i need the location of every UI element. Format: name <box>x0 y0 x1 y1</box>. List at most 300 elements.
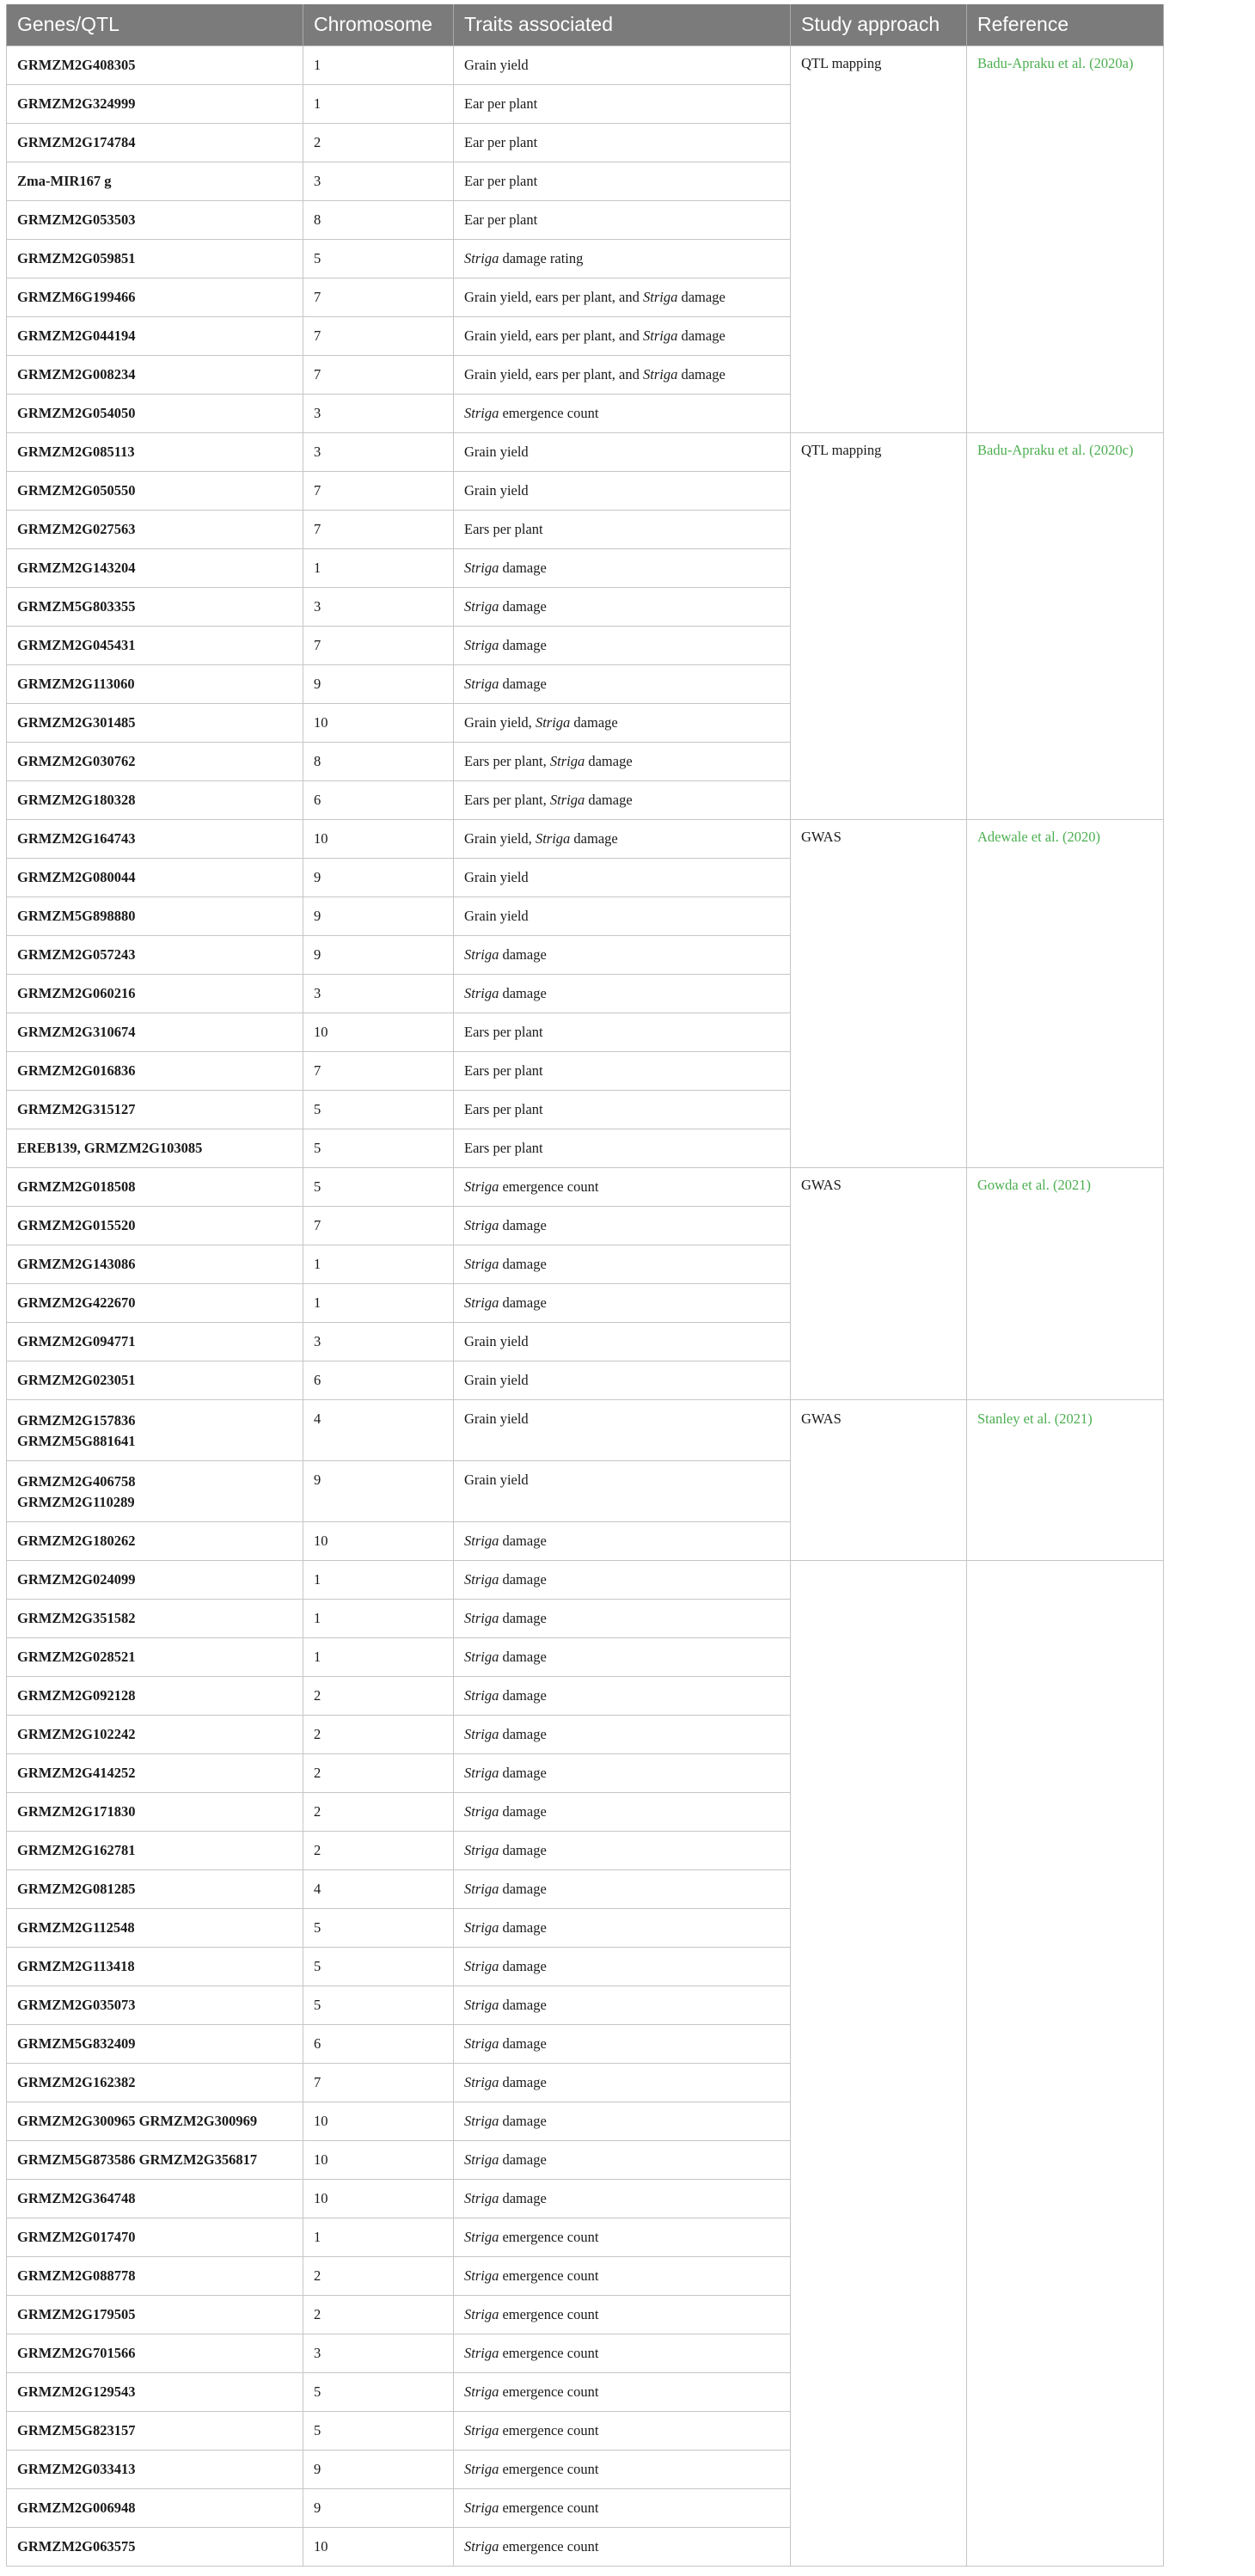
trait-text: damage <box>499 1570 547 1588</box>
gene-name: GRMZM2G422670 <box>17 1294 136 1311</box>
trait-cell <box>454 2488 791 2527</box>
gene-name: GRMZM2G113060 <box>17 675 135 692</box>
trait-text: damage <box>499 1918 547 1936</box>
gene-cell <box>7 2450 303 2488</box>
gene-cell <box>7 1908 303 1947</box>
trait-italic: Striga <box>643 365 678 382</box>
gene-name: GRMZM2G085113 <box>17 443 135 460</box>
trait-text: damage <box>499 1532 547 1549</box>
header-approach: Study approach <box>791 4 967 46</box>
gene-name: GRMZM2G324999 <box>17 95 136 112</box>
chromosome-cell: 5 <box>303 1908 454 1947</box>
trait-cell <box>454 858 791 896</box>
chromosome-cell: 5 <box>303 1090 454 1129</box>
header-row <box>7 4 1164 46</box>
gene-cell <box>7 780 303 819</box>
gene-name: GRMZM2G164743 <box>17 829 136 847</box>
trait-text: damage <box>499 1686 547 1704</box>
gene-cell <box>7 1460 303 1521</box>
trait-cell <box>454 1361 791 1399</box>
gene-cell <box>7 394 303 432</box>
trait-text: emergence count <box>499 2344 599 2361</box>
chromosome-cell: 1 <box>303 1283 454 1322</box>
trait-italic: Striga <box>464 597 499 615</box>
table-row <box>7 46 1164 84</box>
trait-cell <box>454 1599 791 1637</box>
trait-cell <box>454 84 791 123</box>
header-reference: Reference <box>967 4 1164 46</box>
reference-link[interactable]: Adewale et al. (2020) <box>967 819 1164 1167</box>
trait-cell <box>454 1129 791 1167</box>
trait-italic: Striga <box>464 2073 499 2090</box>
header-traits: Traits associated <box>454 4 791 46</box>
gene-cell <box>7 2140 303 2179</box>
gene-name: GRMZM6G199466 <box>17 288 136 305</box>
trait-text: Ears per plant <box>464 1139 543 1156</box>
gene-name: GRMZM2G059851 <box>17 249 136 266</box>
gene-cell <box>7 1361 303 1399</box>
trait-italic: Striga <box>464 636 499 653</box>
trait-cell <box>454 278 791 316</box>
gene-cell <box>7 200 303 239</box>
gene-name: GRMZM2G180262 <box>17 1532 136 1549</box>
chromosome-cell: 2 <box>303 1715 454 1753</box>
trait-cell <box>454 2295 791 2334</box>
trait-cell <box>454 1753 791 1792</box>
trait-text: Ear per plant <box>464 211 538 228</box>
gene-cell <box>7 432 303 471</box>
trait-italic: Striga <box>464 1216 499 1233</box>
trait-text: damage <box>499 2112 547 2129</box>
gene-name: GRMZM2G112548 <box>17 1918 135 1936</box>
trait-italic: Striga <box>464 2460 499 2477</box>
trait-italic: Striga <box>535 713 571 731</box>
trait-cell <box>454 819 791 858</box>
trait-cell <box>454 510 791 548</box>
chromosome-cell: 5 <box>303 1167 454 1206</box>
gene-name: GRMZM2G006948 <box>17 2499 136 2516</box>
gene-cell <box>7 974 303 1013</box>
trait-text: Grain yield <box>464 1471 529 1488</box>
trait-cell <box>454 1792 791 1831</box>
reference-link[interactable]: Badu-Apraku et al. (2020c) <box>967 432 1164 819</box>
reference-link[interactable]: Stanley et al. (2021) <box>967 1399 1164 1560</box>
trait-cell <box>454 2218 791 2256</box>
gene-cell <box>7 1283 303 1322</box>
gene-name: GRMZM2G364748 <box>17 2189 136 2206</box>
gene-cell <box>7 2063 303 2102</box>
trait-text: damage <box>499 2151 547 2168</box>
gene-name: GRMZM5G803355 <box>17 597 136 615</box>
gene-name: GRMZM2G024099 <box>17 1570 136 1588</box>
trait-cell <box>454 355 791 394</box>
trait-cell <box>454 548 791 587</box>
trait-italic: Striga <box>464 1686 499 1704</box>
trait-text: damage <box>499 1841 547 1858</box>
trait-cell <box>454 1637 791 1676</box>
trait-cell <box>454 316 791 355</box>
trait-italic: Striga <box>464 945 499 963</box>
chromosome-cell: 2 <box>303 123 454 162</box>
gene-name: GRMZM2G035073 <box>17 1996 136 2013</box>
chromosome-cell: 10 <box>303 2527 454 2566</box>
trait-text: emergence count <box>499 404 599 421</box>
trait-text: Grain yield <box>464 1371 529 1388</box>
chromosome-cell: 3 <box>303 974 454 1013</box>
trait-text: Grain yield <box>464 1332 529 1349</box>
chromosome-cell: 1 <box>303 548 454 587</box>
gene-cell <box>7 510 303 548</box>
gene-cell <box>7 819 303 858</box>
trait-cell <box>454 2411 791 2450</box>
trait-text: Ears per plant, <box>464 791 550 808</box>
trait-text: damage <box>499 1725 547 1742</box>
gene-name-second: GRMZM2G110289 <box>17 1493 135 1510</box>
trait-cell <box>454 1521 791 1560</box>
trait-text: Grain yield <box>464 1410 529 1427</box>
gene-cell <box>7 703 303 742</box>
trait-cell <box>454 1090 791 1129</box>
chromosome-cell: 3 <box>303 162 454 200</box>
trait-text: emergence count <box>499 2228 599 2245</box>
gene-name: GRMZM2G016836 <box>17 1062 136 1079</box>
chromosome-cell: 2 <box>303 1753 454 1792</box>
trait-text: damage <box>499 1216 547 1233</box>
trait-text: damage <box>499 1764 547 1781</box>
trait-italic: Striga <box>464 1255 499 1272</box>
trait-italic: Striga <box>549 791 585 808</box>
trait-italic: Striga <box>549 752 585 769</box>
gene-cell <box>7 1869 303 1908</box>
gene-name: GRMZM2G053503 <box>17 211 136 228</box>
chromosome-cell: 5 <box>303 1986 454 2024</box>
gene-cell <box>7 1245 303 1283</box>
trait-italic: Striga <box>535 829 571 847</box>
gene-cell <box>7 123 303 162</box>
gene-cell <box>7 1676 303 1715</box>
trait-italic: Striga <box>464 1609 499 1626</box>
trait-cell <box>454 1560 791 1599</box>
trait-cell <box>454 2372 791 2411</box>
trait-cell <box>454 394 791 432</box>
trait-italic: Striga <box>464 2112 499 2129</box>
trait-cell <box>454 1399 791 1460</box>
trait-text: emergence count <box>499 2305 599 2322</box>
trait-cell <box>454 46 791 84</box>
trait-text: damage <box>499 1609 547 1626</box>
study-approach-cell: GWAS <box>791 1399 967 1560</box>
chromosome-cell: 3 <box>303 1322 454 1361</box>
trait-cell <box>454 123 791 162</box>
gene-name: GRMZM2G143204 <box>17 559 136 576</box>
trait-cell <box>454 2102 791 2140</box>
trait-cell <box>454 780 791 819</box>
chromosome-cell: 7 <box>303 510 454 548</box>
trait-cell <box>454 742 791 780</box>
trait-cell <box>454 1206 791 1245</box>
trait-text: damage <box>570 713 618 731</box>
trait-cell <box>454 432 791 471</box>
gene-cell <box>7 1560 303 1599</box>
trait-cell <box>454 2450 791 2488</box>
chromosome-cell: 1 <box>303 1599 454 1637</box>
chromosome-cell: 3 <box>303 394 454 432</box>
gene-name: GRMZM2G171830 <box>17 1802 136 1820</box>
gene-name: GRMZM2G094771 <box>17 1332 136 1349</box>
chromosome-cell: 7 <box>303 278 454 316</box>
chromosome-cell: 1 <box>303 1245 454 1283</box>
trait-italic: Striga <box>464 559 499 576</box>
trait-cell <box>454 1986 791 2024</box>
trait-text: damage <box>570 829 618 847</box>
trait-text: damage <box>499 636 547 653</box>
chromosome-cell: 9 <box>303 2488 454 2527</box>
trait-text: emergence count <box>499 1178 599 1195</box>
gene-cell <box>7 2218 303 2256</box>
trait-italic: Striga <box>464 1178 499 1195</box>
chromosome-cell: 7 <box>303 2063 454 2102</box>
gene-cell <box>7 1986 303 2024</box>
chromosome-cell: 5 <box>303 239 454 278</box>
chromosome-cell: 2 <box>303 1792 454 1831</box>
trait-cell <box>454 1831 791 1869</box>
trait-cell <box>454 200 791 239</box>
chromosome-cell: 2 <box>303 2295 454 2334</box>
gene-cell <box>7 742 303 780</box>
trait-cell <box>454 2179 791 2218</box>
gene-name: GRMZM2G023051 <box>17 1371 136 1388</box>
trait-text: Ears per plant <box>464 1062 543 1079</box>
header-chromosome: Chromosome <box>303 4 454 46</box>
gene-name: GRMZM2G028521 <box>17 1648 136 1665</box>
table-row <box>7 1167 1164 1206</box>
trait-cell <box>454 626 791 664</box>
gene-name: GRMZM2G033413 <box>17 2460 136 2477</box>
chromosome-cell: 9 <box>303 935 454 974</box>
study-approach-cell: QTL mapping <box>791 46 967 432</box>
gene-name: GRMZM5G898880 <box>17 907 136 924</box>
trait-cell <box>454 935 791 974</box>
gene-cell <box>7 548 303 587</box>
gene-name: GRMZM2G701566 <box>17 2344 136 2361</box>
gene-cell <box>7 2527 303 2566</box>
trait-italic: Striga <box>464 1294 499 1311</box>
trait-text: damage <box>499 1880 547 1897</box>
trait-italic: Striga <box>464 1802 499 1820</box>
trait-text: damage <box>499 1996 547 2013</box>
gene-cell <box>7 1206 303 1245</box>
gene-name: GRMZM2G157836 <box>17 1411 136 1429</box>
reference-link[interactable]: Gowda et al. (2021) <box>967 1167 1164 1399</box>
trait-italic: Striga <box>464 1918 499 1936</box>
gene-cell <box>7 2256 303 2295</box>
trait-text: Grain yield, ears per plant, and <box>464 288 644 305</box>
chromosome-cell: 3 <box>303 587 454 626</box>
trait-text: emergence count <box>499 2460 599 2477</box>
gene-name: GRMZM2G310674 <box>17 1023 136 1040</box>
gene-cell <box>7 471 303 510</box>
table-header <box>7 4 1164 46</box>
trait-text: Ears per plant <box>464 1100 543 1117</box>
gene-name: Zma-MIR167 g <box>17 172 112 189</box>
chromosome-cell: 1 <box>303 1637 454 1676</box>
trait-cell <box>454 2527 791 2566</box>
gene-cell <box>7 2372 303 2411</box>
gene-cell <box>7 162 303 200</box>
trait-text: damage <box>677 288 725 305</box>
gene-name: GRMZM2G414252 <box>17 1764 136 1781</box>
trait-italic: Striga <box>464 2537 499 2555</box>
trait-cell <box>454 1460 791 1521</box>
gene-name: GRMZM2G045431 <box>17 636 136 653</box>
trait-text: Ears per plant, <box>464 752 550 769</box>
trait-cell <box>454 1283 791 1322</box>
chromosome-cell: 9 <box>303 896 454 935</box>
trait-text: Grain yield, ears per plant, and <box>464 365 644 382</box>
trait-cell <box>454 974 791 1013</box>
chromosome-cell: 2 <box>303 1831 454 1869</box>
gene-cell <box>7 2411 303 2450</box>
trait-italic: Striga <box>464 2344 499 2361</box>
table-body <box>7 46 1164 2566</box>
gene-cell <box>7 1715 303 1753</box>
reference-link[interactable] <box>967 1560 1164 2566</box>
trait-cell <box>454 587 791 626</box>
trait-cell <box>454 2334 791 2372</box>
trait-cell <box>454 1322 791 1361</box>
gene-name: GRMZM2G162781 <box>17 1841 136 1858</box>
gene-name: GRMZM2G315127 <box>17 1100 136 1117</box>
trait-text: emergence count <box>499 2383 599 2400</box>
chromosome-cell: 1 <box>303 84 454 123</box>
trait-text: damage <box>499 945 547 963</box>
gene-cell <box>7 2024 303 2063</box>
trait-text: Grain yield, <box>464 713 536 731</box>
gene-name: GRMZM2G406758 <box>17 1472 136 1490</box>
chromosome-cell: 7 <box>303 355 454 394</box>
chromosome-cell: 7 <box>303 1051 454 1090</box>
trait-italic: Striga <box>464 2189 499 2206</box>
gene-name: GRMZM2G018508 <box>17 1178 136 1195</box>
trait-text: damage <box>585 752 633 769</box>
gene-name: GRMZM2G162382 <box>17 2073 136 2090</box>
trait-cell <box>454 1167 791 1206</box>
chromosome-cell: 7 <box>303 471 454 510</box>
trait-text: Ear per plant <box>464 133 538 150</box>
gene-cell <box>7 1753 303 1792</box>
trait-cell <box>454 2140 791 2179</box>
chromosome-cell: 9 <box>303 664 454 703</box>
trait-text: Grain yield, <box>464 829 536 847</box>
gene-name: GRMZM2G030762 <box>17 752 136 769</box>
chromosome-cell: 3 <box>303 432 454 471</box>
trait-italic: Striga <box>464 1764 499 1781</box>
chromosome-cell: 2 <box>303 2256 454 2295</box>
chromosome-cell: 4 <box>303 1869 454 1908</box>
trait-text: Ear per plant <box>464 95 538 112</box>
gene-cell <box>7 1831 303 1869</box>
gene-cell <box>7 626 303 664</box>
chromosome-cell: 5 <box>303 2372 454 2411</box>
trait-italic: Striga <box>464 1648 499 1665</box>
gene-cell <box>7 1322 303 1361</box>
trait-text: Grain yield <box>464 481 529 499</box>
gene-cell <box>7 2179 303 2218</box>
gene-cell <box>7 278 303 316</box>
trait-text: damage <box>499 2034 547 2052</box>
gene-name: EREB139, GRMZM2G103085 <box>17 1139 203 1156</box>
chromosome-cell: 7 <box>303 626 454 664</box>
trait-cell <box>454 162 791 200</box>
trait-italic: Striga <box>464 2267 499 2284</box>
chromosome-cell: 6 <box>303 2024 454 2063</box>
gene-cell <box>7 355 303 394</box>
chromosome-cell: 2 <box>303 1676 454 1715</box>
chromosome-cell: 8 <box>303 200 454 239</box>
chromosome-cell: 7 <box>303 316 454 355</box>
trait-cell <box>454 1869 791 1908</box>
chromosome-cell: 10 <box>303 1013 454 1051</box>
chromosome-cell: 1 <box>303 46 454 84</box>
gene-name: GRMZM2G017470 <box>17 2228 136 2245</box>
chromosome-cell: 5 <box>303 2411 454 2450</box>
trait-text: emergence count <box>499 2267 599 2284</box>
trait-text: Grain yield <box>464 907 529 924</box>
trait-text: damage <box>499 1294 547 1311</box>
table-row <box>7 432 1164 471</box>
chromosome-cell: 8 <box>303 742 454 780</box>
genes-table <box>6 4 1164 2567</box>
trait-italic: Striga <box>464 2228 499 2245</box>
gene-cell <box>7 1167 303 1206</box>
trait-text: damage <box>499 1957 547 1974</box>
gene-name: GRMZM2G092128 <box>17 1686 136 1704</box>
trait-text: Ears per plant <box>464 520 543 537</box>
chromosome-cell: 5 <box>303 1947 454 1986</box>
gene-name: GRMZM2G179505 <box>17 2305 136 2322</box>
gene-cell <box>7 858 303 896</box>
gene-name: GRMZM2G129543 <box>17 2383 136 2400</box>
trait-italic: Striga <box>464 2034 499 2052</box>
gene-name: GRMZM2G408305 <box>17 56 136 73</box>
chromosome-cell: 10 <box>303 2102 454 2140</box>
trait-cell <box>454 1013 791 1051</box>
gene-cell <box>7 1521 303 1560</box>
trait-cell <box>454 471 791 510</box>
gene-cell <box>7 1792 303 1831</box>
table-row <box>7 1399 1164 1460</box>
gene-name: GRMZM5G832409 <box>17 2034 136 2052</box>
gene-name: GRMZM2G057243 <box>17 945 136 963</box>
gene-cell <box>7 2102 303 2140</box>
trait-text: damage <box>585 791 633 808</box>
study-approach-cell: GWAS <box>791 819 967 1167</box>
reference-link[interactable]: Badu-Apraku et al. (2020a) <box>967 46 1164 432</box>
trait-cell <box>454 664 791 703</box>
trait-text: damage <box>499 559 547 576</box>
trait-cell <box>454 2256 791 2295</box>
trait-text: Grain yield <box>464 868 529 885</box>
chromosome-cell: 4 <box>303 1399 454 1460</box>
chromosome-cell: 9 <box>303 1460 454 1521</box>
trait-text: damage <box>499 2189 547 2206</box>
gene-cell <box>7 1129 303 1167</box>
chromosome-cell: 1 <box>303 1560 454 1599</box>
gene-cell <box>7 587 303 626</box>
gene-cell <box>7 1599 303 1637</box>
gene-cell <box>7 1637 303 1676</box>
gene-name: GRMZM5G873586 GRMZM2G356817 <box>17 2151 258 2168</box>
